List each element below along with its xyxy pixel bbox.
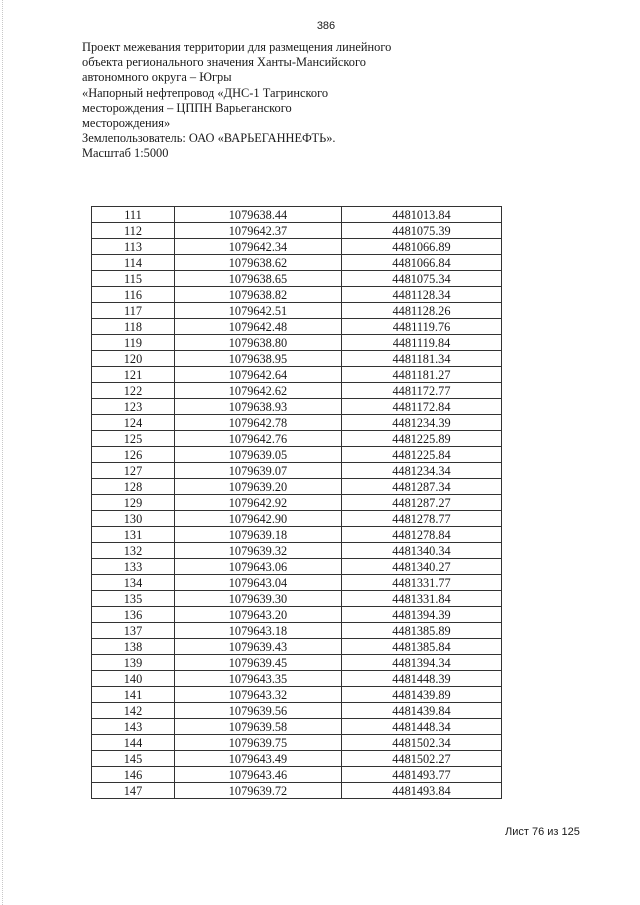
point-number-cell: 118 (92, 319, 175, 335)
coordinate-x-cell: 1079642.34 (175, 239, 342, 255)
coordinate-x-cell: 1079639.30 (175, 591, 342, 607)
coordinate-x-cell: 1079643.06 (175, 559, 342, 575)
coordinate-y-cell: 4481502.27 (342, 751, 502, 767)
table-row (92, 783, 502, 799)
coordinate-y-cell: 4481493.84 (342, 783, 502, 799)
coordinate-x-cell: 1079638.95 (175, 351, 342, 367)
coordinate-y-cell: 4481172.77 (342, 383, 502, 399)
point-number-cell: 127 (92, 463, 175, 479)
coordinate-y-cell: 4481439.89 (342, 687, 502, 703)
point-number-cell: 139 (92, 655, 175, 671)
coordinate-x-cell: 1079643.18 (175, 623, 342, 639)
coordinate-x-cell: 1079639.32 (175, 543, 342, 559)
coordinate-x-cell: 1079638.65 (175, 271, 342, 287)
coordinate-y-cell: 4481340.27 (342, 559, 502, 575)
table-row (92, 543, 502, 559)
point-number-cell: 135 (92, 591, 175, 607)
table-row (92, 303, 502, 319)
coordinate-x-cell: 1079642.51 (175, 303, 342, 319)
coordinate-x-cell: 1079642.78 (175, 415, 342, 431)
coordinate-x-cell: 1079643.04 (175, 575, 342, 591)
header-line: Масштаб 1:5000 (82, 146, 169, 161)
coordinate-x-cell: 1079639.75 (175, 735, 342, 751)
coordinate-y-cell: 4481075.39 (342, 223, 502, 239)
point-number-cell: 113 (92, 239, 175, 255)
coordinate-y-cell: 4481502.34 (342, 735, 502, 751)
coordinate-y-cell: 4481287.27 (342, 495, 502, 511)
coordinate-x-cell: 1079639.20 (175, 479, 342, 495)
coordinate-y-cell: 4481385.84 (342, 639, 502, 655)
header-line: Проект межевания территории для размещения линейного (82, 40, 392, 54)
coordinates-table (91, 206, 502, 799)
table-row (92, 591, 502, 607)
table-row (92, 527, 502, 543)
coordinate-y-cell: 4481340.34 (342, 543, 502, 559)
table-row (92, 559, 502, 575)
coordinate-x-cell: 1079642.92 (175, 495, 342, 511)
table-row (92, 735, 502, 751)
table-row (92, 383, 502, 399)
point-number-cell: 131 (92, 527, 175, 543)
table-row (92, 287, 502, 303)
coordinate-x-cell: 1079642.48 (175, 319, 342, 335)
table-row (92, 447, 502, 463)
coordinate-y-cell: 4481448.34 (342, 719, 502, 735)
coordinate-y-cell: 4481278.77 (342, 511, 502, 527)
coordinate-x-cell: 1079639.43 (175, 639, 342, 655)
header-line: автономного округа – Югры (82, 70, 232, 85)
coordinate-y-cell: 4481287.34 (342, 479, 502, 495)
coordinate-x-cell: 1079639.56 (175, 703, 342, 719)
coordinate-y-cell: 4481493.77 (342, 767, 502, 783)
coordinate-y-cell: 4481119.84 (342, 335, 502, 351)
coordinate-y-cell: 4481385.89 (342, 623, 502, 639)
point-number-cell: 128 (92, 479, 175, 495)
coordinate-x-cell: 1079642.90 (175, 511, 342, 527)
table-row (92, 511, 502, 527)
header-line: месторождения – ЦППН Варьеганского (82, 100, 292, 115)
table-row (92, 671, 502, 687)
table-row (92, 639, 502, 655)
table-row (92, 351, 502, 367)
coordinate-y-cell: 4481331.77 (342, 575, 502, 591)
coordinate-y-cell: 4481394.39 (342, 607, 502, 623)
coordinate-y-cell: 4481331.84 (342, 591, 502, 607)
table-row (92, 623, 502, 639)
coordinate-y-cell: 4481234.34 (342, 463, 502, 479)
coordinate-y-cell: 4481119.76 (342, 319, 502, 335)
point-number-cell: 143 (92, 719, 175, 735)
coordinate-y-cell: 4481066.84 (342, 255, 502, 271)
point-number-cell: 125 (92, 431, 175, 447)
coordinate-y-cell: 4481181.27 (342, 367, 502, 383)
table-row (92, 319, 502, 335)
point-number-cell: 126 (92, 447, 175, 463)
coordinate-x-cell: 1079643.32 (175, 687, 342, 703)
coordinate-x-cell: 1079638.62 (175, 255, 342, 271)
coordinate-x-cell: 1079638.82 (175, 287, 342, 303)
point-number-cell: 140 (92, 671, 175, 687)
table-row (92, 751, 502, 767)
point-number-cell: 132 (92, 543, 175, 559)
table-row (92, 479, 502, 495)
coordinate-x-cell: 1079642.37 (175, 223, 342, 239)
table-row (92, 239, 502, 255)
table-row (92, 607, 502, 623)
table-row (92, 367, 502, 383)
coordinate-x-cell: 1079639.18 (175, 527, 342, 543)
point-number-cell: 144 (92, 735, 175, 751)
point-number-cell: 115 (92, 271, 175, 287)
point-number-cell: 134 (92, 575, 175, 591)
point-number-cell: 120 (92, 351, 175, 367)
coordinate-x-cell: 1079642.76 (175, 431, 342, 447)
coordinate-x-cell: 1079642.64 (175, 367, 342, 383)
coordinate-y-cell: 4481172.84 (342, 399, 502, 415)
point-number-cell: 116 (92, 287, 175, 303)
sheet-counter: Лист 76 из 125 (505, 826, 580, 838)
table-row (92, 575, 502, 591)
table-row (92, 415, 502, 431)
coordinate-x-cell: 1079639.05 (175, 447, 342, 463)
coordinate-y-cell: 4481066.89 (342, 239, 502, 255)
table-row (92, 463, 502, 479)
coordinate-x-cell: 1079639.45 (175, 655, 342, 671)
table-row (92, 655, 502, 671)
table-row (92, 255, 502, 271)
table-row (92, 207, 502, 223)
point-number-cell: 111 (92, 207, 175, 223)
point-number-cell: 142 (92, 703, 175, 719)
point-number-cell: 136 (92, 607, 175, 623)
coordinate-y-cell: 4481394.34 (342, 655, 502, 671)
table-row (92, 431, 502, 447)
point-number-cell: 114 (92, 255, 175, 271)
point-number-cell: 123 (92, 399, 175, 415)
header-line: Землепользователь: ОАО «ВАРЬЕГАННЕФТЬ». (82, 131, 336, 146)
coordinate-x-cell: 1079643.20 (175, 607, 342, 623)
header-line: месторождения» (82, 116, 171, 131)
coordinate-y-cell: 4481234.39 (342, 415, 502, 431)
point-number-cell: 112 (92, 223, 175, 239)
point-number-cell: 141 (92, 687, 175, 703)
table-row (92, 767, 502, 783)
point-number-cell: 145 (92, 751, 175, 767)
coordinate-y-cell: 4481225.84 (342, 447, 502, 463)
point-number-cell: 133 (92, 559, 175, 575)
point-number-cell: 129 (92, 495, 175, 511)
table-row (92, 223, 502, 239)
coordinate-x-cell: 1079643.46 (175, 767, 342, 783)
table-row (92, 687, 502, 703)
point-number-cell: 137 (92, 623, 175, 639)
table-row (92, 399, 502, 415)
coordinate-x-cell: 1079639.72 (175, 783, 342, 799)
point-number-cell: 124 (92, 415, 175, 431)
coordinate-x-cell: 1079639.58 (175, 719, 342, 735)
coordinate-x-cell: 1079639.07 (175, 463, 342, 479)
coordinate-y-cell: 4481278.84 (342, 527, 502, 543)
coordinate-y-cell: 4481075.34 (342, 271, 502, 287)
coordinate-x-cell: 1079643.35 (175, 671, 342, 687)
coordinate-y-cell: 4481128.34 (342, 287, 502, 303)
coordinate-x-cell: 1079643.49 (175, 751, 342, 767)
coordinate-y-cell: 4481013.84 (342, 207, 502, 223)
table-row (92, 335, 502, 351)
scan-edge-mark (2, 0, 4, 905)
point-number-cell: 117 (92, 303, 175, 319)
point-number-cell: 147 (92, 783, 175, 799)
point-number-cell: 146 (92, 767, 175, 783)
point-number-cell: 130 (92, 511, 175, 527)
table-row (92, 719, 502, 735)
header-line: «Напорный нефтепровод «ДНС-1 Тагринского (82, 85, 329, 100)
point-number-cell: 121 (92, 367, 175, 383)
document-header (82, 40, 412, 162)
coordinate-x-cell: 1079642.62 (175, 383, 342, 399)
table-row (92, 703, 502, 719)
coordinate-y-cell: 4481225.89 (342, 431, 502, 447)
table-row (92, 271, 502, 287)
coordinate-y-cell: 4481128.26 (342, 303, 502, 319)
point-number-cell: 138 (92, 639, 175, 655)
coordinate-x-cell: 1079638.93 (175, 399, 342, 415)
coordinates-table-body (92, 207, 502, 799)
table-row (92, 495, 502, 511)
coordinate-x-cell: 1079638.80 (175, 335, 342, 351)
coordinate-y-cell: 4481448.39 (342, 671, 502, 687)
coordinate-y-cell: 4481181.34 (342, 351, 502, 367)
point-number-cell: 119 (92, 335, 175, 351)
header-line: объекта регионального значения Ханты-Мансийского (82, 55, 366, 70)
coordinate-x-cell: 1079638.44 (175, 207, 342, 223)
point-number-cell: 122 (92, 383, 175, 399)
coordinate-y-cell: 4481439.84 (342, 703, 502, 719)
page-number: 386 (316, 20, 336, 32)
